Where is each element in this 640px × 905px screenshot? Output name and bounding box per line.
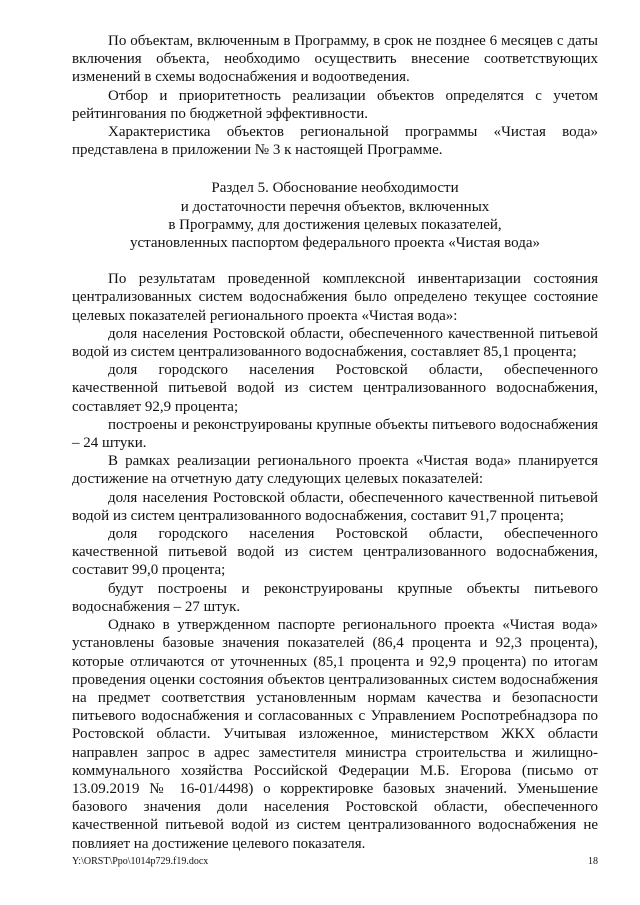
paragraph: Характеристика объектов региональной программы «Чистая вода» представлена в приложении № 3 к настоящей Программе.: [72, 124, 598, 159]
page-footer: [72, 856, 598, 868]
section-heading-line: в Программу, для достижения целевых показателей,: [168, 216, 502, 233]
paragraph: построены и реконструированы крупные объекты питьевого водоснабжения – 24 штуки.: [72, 416, 598, 452]
paragraph: По результатам проведенной комплексной инвентаризации состояния централизованных систем водоснабжения было определено текущее состояние целевых показателей регионального проекта «Чистая вода»:: [72, 271, 598, 324]
section-heading: [72, 179, 598, 252]
paragraph: Отбор и приоритетность реализации объектов определятся с учетом рейтингования по бюджетной эффективности.: [72, 87, 598, 122]
section-heading-line: Раздел 5. Обоснование необходимости: [211, 180, 459, 197]
paragraph: будут построены и реконструированы крупные объекты питьевого водоснабжения – 27 штук.: [72, 580, 598, 615]
paragraph: доля городского населения Ростовской области, обеспеченного качественной питьевой водой из систем централизованного водоснабжения, составляет 92,9 процента;: [72, 362, 598, 415]
footer-page-number: 18: [588, 856, 598, 867]
section-heading-line: и достаточности перечня объектов, включенных: [180, 198, 490, 215]
paragraph: доля городского населения Ростовской области, обеспеченного качественной питьевой водой из систем централизованного водоснабжения, составит 99,0 процента;: [72, 526, 598, 579]
paragraph: доля населения Ростовской области, обеспеченного качественной питьевой водой из систем централизованного водоснабжения, составит 91,7 процента;: [72, 489, 598, 524]
paragraph: Однако в утвержденном паспорте регионального проекта «Чистая вода» установлены базовые значения показателей (86,4 процента и 92,3 процента), которые отличаются от уточненных (85,1 процента и 92,9 процента) по итогам проведения оценки состояния объектов централизованных систем водоснабжения на предмет соответствия установленным нормам качества и безопасности питьевого водоснабжения и согласованных с Управлением Роспотребнадзора по Ростовской области. Учитывая изложенное, министерством ЖКХ области направлен запрос в адрес заместителя министра строительства и жилищно-коммунального хозяйства Российской Федерации М.Б. Егорова (письмо от 13.09.2019 № 16-01/4498) о корректировке базовых значений. Уменьшение базового значения доли населения Ростовской области, обеспеченного качественной питьевой водой из систем централизованного водоснабжения не повлияет на достижение целевого показателя.: [72, 617, 598, 852]
paragraph: доля населения Ростовской области, обеспеченного качественной питьевой водой из систем централизованного водоснабжения, составляет 85,1 процента;: [72, 325, 598, 361]
section-heading-line: установленных паспортом федерального проекта «Чистая вода»: [129, 235, 541, 252]
paragraph: В рамках реализации регионального проекта «Чистая вода» планируется достижение на отчетную дату следующих целевых показателей:: [72, 453, 598, 488]
paragraph: По объектам, включенным в Программу, в срок не позднее 6 месяцев с даты включения объекта, необходимо осуществить внесение соответствующих изменений в схемы водоснабжения и водоотведения.: [72, 33, 598, 86]
page-content: [72, 32, 598, 853]
footer-file-path: Y:\ORST\Ppo\1014p729.f19.docx: [72, 856, 209, 867]
